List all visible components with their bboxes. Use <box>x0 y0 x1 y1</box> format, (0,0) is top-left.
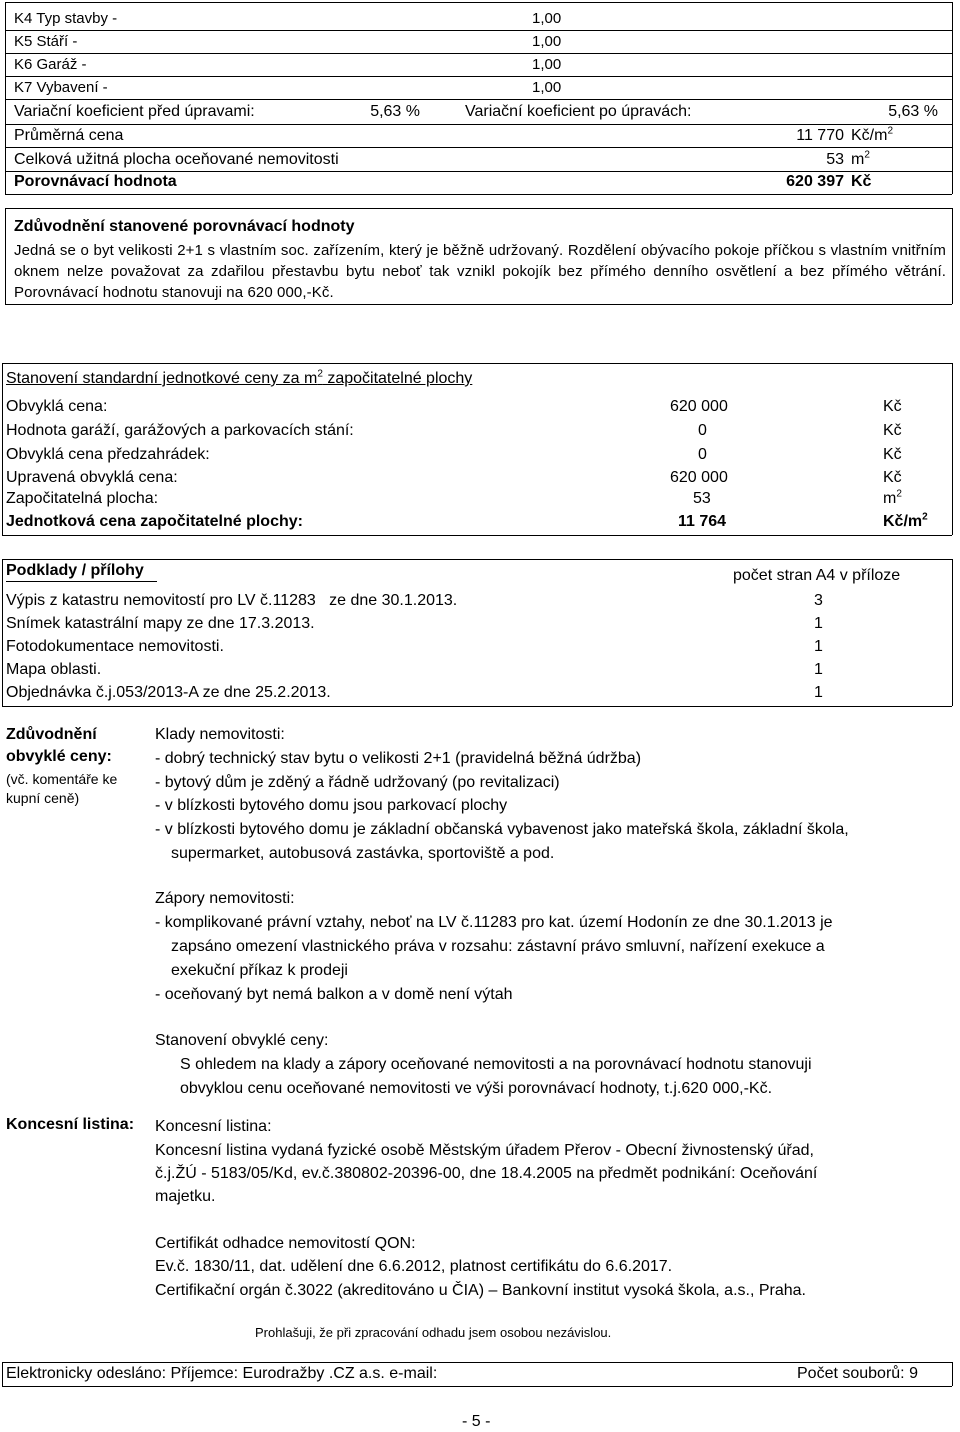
attachment-item-label: Objednávka č.j.053/2013-A ze dne 25.2.2013. <box>6 684 331 701</box>
license-side-title: Koncesní listina: <box>6 1116 135 1133</box>
attachment-item-pages: 1 <box>814 661 823 678</box>
sq-superscript: 2 <box>864 149 870 161</box>
unit-price-row-value: 620 000 <box>670 469 728 486</box>
unit-price-row-label: Upravená obvyklá cena: <box>6 469 178 486</box>
unit-price-row-label: Hodnota garáží, garážových a parkovacích stání: <box>6 422 354 439</box>
usual-price-side-note-2: kupní ceně) <box>6 790 80 806</box>
frame-bottom-line <box>5 194 952 195</box>
attachments-frame-left <box>2 559 3 706</box>
license-title: Koncesní listina: <box>155 1118 272 1135</box>
unit-price-title <box>6 370 472 388</box>
row-divider <box>5 171 952 172</box>
justification-title: Zdůvodnění stanovené porovnávací hodnoty <box>14 218 355 235</box>
pros-title: Klady nemovitosti: <box>155 726 285 743</box>
footer-frame-top <box>2 1362 952 1363</box>
footer-sent-label: Elektronicky odesláno: Příjemce: Eurodražby .CZ a.s. e-mail: <box>6 1365 438 1382</box>
attachment-item-label: Snímek katastrální mapy ze dne 17.3.2013. <box>6 615 315 632</box>
coef-value-k4: 1,00 <box>532 10 562 27</box>
coef-label-k7: K7 Vybavení - <box>14 79 108 96</box>
row-divider <box>5 76 952 77</box>
area-unit-text: m <box>851 151 865 168</box>
cons-title: Zápory nemovitosti: <box>155 890 295 907</box>
row-divider <box>5 53 952 54</box>
comparative-value: 620 397 <box>786 173 844 190</box>
attachment-item-pages: 1 <box>814 615 823 632</box>
avg-price-unit <box>851 127 893 145</box>
license-line: č.j.ŽÚ - 5183/05/Kd, ev.č.380802-20396-00, dne 18.4.2005 na předmět podnikání: Oceňování <box>155 1165 818 1182</box>
unit-price-row-value: 0 <box>698 422 707 439</box>
cons-item: exekuční příkaz k prodeji <box>171 962 348 979</box>
coef-value-k6: 1,00 <box>532 56 562 73</box>
unit-price-row-unit <box>883 490 902 508</box>
unit-price-total-unit-text: Kč/m <box>883 513 923 530</box>
area-unit <box>851 151 870 169</box>
justification-text: Jedná se o byt velikosti 2+1 s vlastním soc. zařízením, který je běžně udržovaný. Rozdělení obývacího pokoje příčkou s vlastním vnitřním oknem nelze považovat za zdařilou přestavbu bytu neboť tak vznikl pokojík bez přímého denního osvětlení a bez přímého větrání. Porovnávací hodnotu stanovuji na 620 000,-Kč. <box>14 242 946 301</box>
justification-frame-bottom <box>5 304 952 305</box>
avg-price-value: 11 770 <box>796 127 844 144</box>
row-divider <box>5 99 952 100</box>
variation-before-label: Variační koeficient před úpravami: <box>14 103 255 120</box>
cons-item: - oceňovaný byt nemá balkon a v domě není výtah <box>155 986 513 1003</box>
determination-line: S ohledem na klady a zápory oceňované nemovitosti a na porovnávací hodnotu stanovuji <box>180 1056 812 1073</box>
certificate-line: Certifikační orgán č.3022 (akreditováno u ČIA) – Bankovní institut vysoká škola, a.s., Praha. <box>155 1282 806 1299</box>
footer-frame-bottom <box>2 1386 952 1387</box>
sq-superscript: 2 <box>317 368 323 380</box>
unit-price-row-value: 0 <box>698 446 707 463</box>
determination-title: Stanovení obvyklé ceny: <box>155 1032 329 1049</box>
declaration: Prohlašuji, že při zpracování odhadu jsem osobou nezávislou. <box>255 1325 612 1340</box>
area-value: 53 <box>826 151 844 168</box>
determination-line: obvyklou cenu oceňované nemovitosti ve výši porovnávací hodnoty, t.j.620 000,-Kč. <box>180 1080 773 1097</box>
variation-before-value: 5,63 % <box>370 103 420 120</box>
unit-price-frame-bottom <box>2 535 952 536</box>
cons-item: - komplikované právní vztahy, neboť na LV č.11283 pro kat. území Hodonín ze dne 30.1.2013 je <box>155 914 833 931</box>
pros-item: - v blízkosti bytového domu je základní občanská vybavenost jako mateřská škola, základní škola, <box>155 821 849 838</box>
footer-frame-left <box>2 1362 3 1386</box>
unit-price-total-unit <box>883 513 928 531</box>
attachment-item-label: Fotodokumentace nemovitosti. <box>6 638 224 655</box>
attachment-item-pages: 1 <box>814 638 823 655</box>
page-number: - 5 - <box>462 1413 491 1430</box>
unit-price-row-unit: Kč <box>883 446 902 463</box>
attachments-title: Podklady / přílohy <box>6 562 144 579</box>
frame-top-line <box>5 2 952 3</box>
license-line: Koncesní listina vydaná fyzické osobě Městským úřadem Přerov - Obecní živnostenský úřad, <box>155 1142 814 1159</box>
area-label: Celková užitná plocha oceňované nemovitosti <box>14 151 339 168</box>
justification-frame-top <box>5 208 952 209</box>
avg-price-unit-text: Kč/m <box>851 127 888 144</box>
attachments-pages-header: počet stran A4 v příloze <box>733 567 901 584</box>
usual-price-side-note-1: (vč. komentáře ke <box>6 771 118 787</box>
coef-label-k5: K5 Stáří - <box>14 33 78 50</box>
unit-price-row-label: Obvyklá cena: <box>6 398 108 415</box>
sq-superscript: 2 <box>922 511 928 523</box>
certificate-title: Certifikát odhadce nemovitostí QON: <box>155 1235 416 1252</box>
coef-label-k4: K4 Typ stavby - <box>14 10 118 27</box>
justification-frame-right <box>952 208 953 304</box>
attachments-title-underline <box>6 581 157 582</box>
unit-price-row-label: Obvyklá cena předzahrádek: <box>6 446 210 463</box>
unit-price-title-rest: započitatelné plochy <box>322 370 473 387</box>
pros-item: - bytový dům je zděný a řádně udržovaný (po revitalizaci) <box>155 774 560 791</box>
unit-price-total-value: 11 764 <box>678 513 727 530</box>
attachments-frame-right <box>952 559 953 706</box>
usual-price-side-title-2: obvyklé ceny: <box>6 748 112 765</box>
comparative-value-unit: Kč <box>851 173 872 190</box>
row-divider <box>5 124 952 125</box>
footer-files-label: Počet souborů: 9 <box>797 1365 918 1382</box>
pros-item: - v blízkosti bytového domu jsou parkovací plochy <box>155 797 508 814</box>
frame-right-line <box>952 2 953 194</box>
certificate-line: Ev.č. 1830/11, dat. udělení dne 6.6.2012, platnost certifikátu do 6.6.2017. <box>155 1258 673 1275</box>
variation-after-label: Variační koeficient po úpravách: <box>465 103 692 120</box>
unit-price-row-unit: Kč <box>883 398 902 415</box>
unit-price-row-unit: Kč <box>883 422 902 439</box>
unit-price-total-label: Jednotková cena započitatelné plochy: <box>6 513 303 530</box>
row-divider <box>5 30 952 31</box>
coef-value-k7: 1,00 <box>532 79 562 96</box>
usual-price-side-title-1: Zdůvodnění <box>6 726 97 743</box>
comparative-value-label: Porovnávací hodnota <box>14 173 177 190</box>
justification-frame-left <box>5 208 6 304</box>
unit-price-row-value: 620 000 <box>670 398 728 415</box>
avg-price-label: Průměrná cena <box>14 127 124 144</box>
unit-price-row-label: Započitatelná plocha: <box>6 490 159 507</box>
variation-after-value: 5,63 % <box>888 103 938 120</box>
pros-item: supermarket, autobusová zastávka, sportoviště a pod. <box>171 845 555 862</box>
unit-price-frame-right <box>952 363 953 535</box>
unit-price-frame-top <box>2 363 952 364</box>
sq-superscript: 2 <box>887 125 894 137</box>
attachment-item-label: Mapa oblasti. <box>6 661 102 678</box>
pros-item: - dobrý technický stav bytu o velikosti 2+1 (pravidelná běžná údržba) <box>155 750 642 767</box>
coef-label-k6: K6 Garáž - <box>14 56 87 73</box>
attachments-frame-top <box>2 559 952 560</box>
unit-price-row-value: 53 <box>693 490 711 507</box>
row-divider <box>5 147 952 148</box>
attachment-item-label: Výpis z katastru nemovitostí pro LV č.11283 ze dne 30.1.2013. <box>6 592 458 609</box>
coef-value-k5: 1,00 <box>532 33 562 50</box>
attachments-frame-bottom <box>2 706 952 707</box>
attachment-item-pages: 1 <box>814 684 823 701</box>
unit-price-row-unit: Kč <box>883 469 902 486</box>
unit-price-frame-left <box>2 363 3 535</box>
unit-price-title-main: Stanovení standardní jednotkové ceny za m <box>6 370 318 387</box>
cons-item: zapsáno omezení vlastnického práva v rozsahu: zástavní právo smluvní, nařízení exekuce a <box>171 938 825 955</box>
license-line: majetku. <box>155 1188 216 1205</box>
footer-frame-right <box>952 1362 953 1386</box>
sq-superscript: 2 <box>896 488 902 500</box>
attachment-item-pages: 3 <box>814 592 823 609</box>
unit-price-row-unit-text: m <box>883 490 897 507</box>
